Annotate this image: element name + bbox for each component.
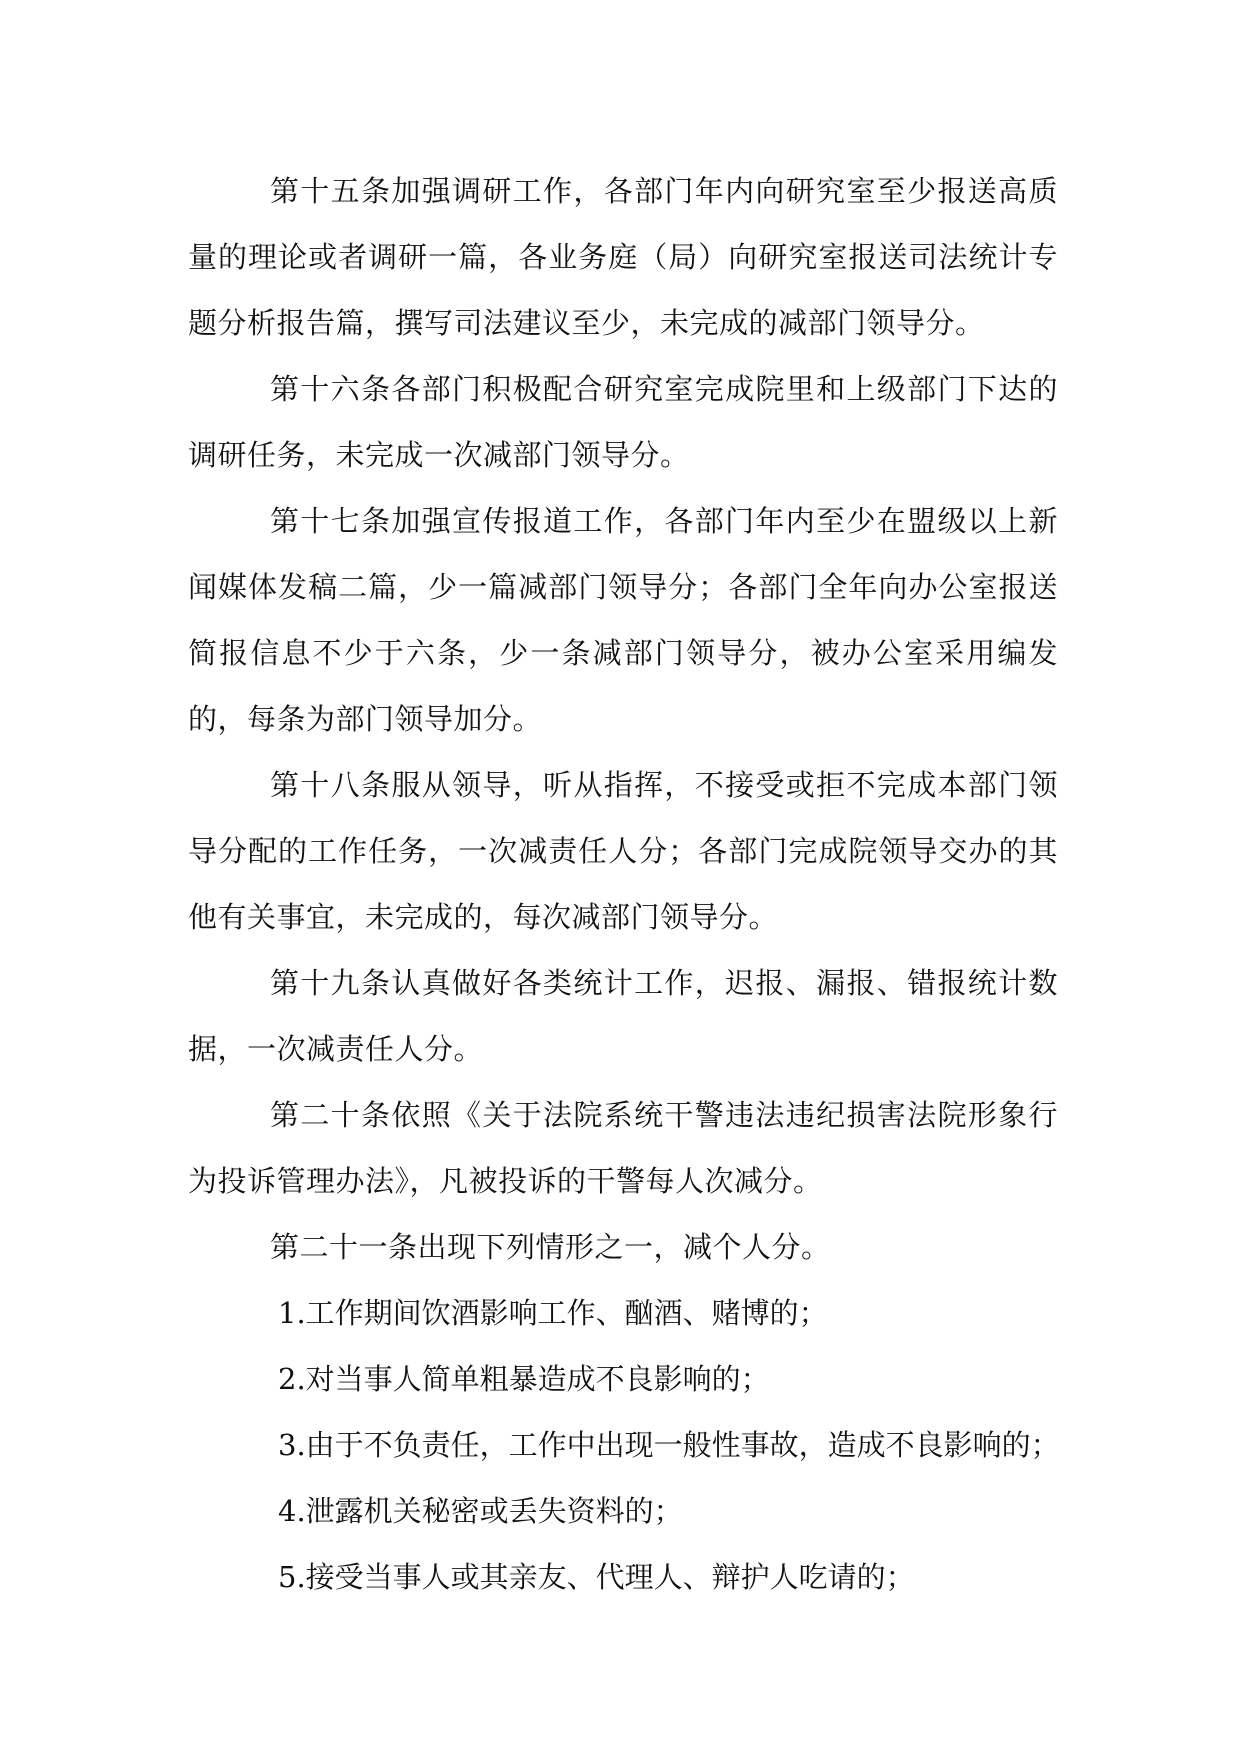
list-item-5: 5.接受当事人或其亲友、代理人、辩护人吃请的；	[278, 1560, 915, 1594]
article-19-paragraph: 第十九条认真做好各类统计工作，迟报、漏报、错报统计数据，一次减责任人分。	[188, 966, 1058, 1066]
article-15-paragraph: 第十五条加强调研工作，各部门年内向研究室至少报送高质量的理论或者调研一篇，各业务庭（局）向研究室报送司法统计专题分析报告篇，撰写司法建议至少，未完成的减部门领导分。	[188, 174, 1058, 340]
list-item-1: 1.工作期间饮酒影响工作、酗酒、赌博的；	[278, 1296, 828, 1330]
article-17-paragraph: 第十七条加强宣传报道工作，各部门年内至少在盟级以上新闻媒体发稿二篇，少一篇减部门领导分；各部门全年向办公室报送简报信息不少于六条，少一条减部门领导分，被办公室采用编发的，每条为部门领导加分。	[188, 504, 1058, 736]
article-18-paragraph: 第十八条服从领导，听从指挥，不接受或拒不完成本部门领导分配的工作任务，一次减责任人分；各部门完成院领导交办的其他有关事宜，未完成的，每次减部门领导分。	[188, 768, 1058, 934]
document-body	[188, 158, 1058, 1610]
list-item-3: 3.由于不负责任，工作中出现一般性事故，造成不良影响的；	[278, 1428, 1060, 1462]
list-item-4: 4.泄露机关秘密或丢失资料的；	[278, 1494, 683, 1528]
article-21-paragraph: 第二十一条出现下列情形之一，减个人分。	[270, 1230, 831, 1264]
list-item-2: 2.对当事人简单粗暴造成不良影响的；	[278, 1362, 770, 1396]
article-16-paragraph: 第十六条各部门积极配合研究室完成院里和上级部门下达的调研任务，未完成一次减部门领导分。	[188, 372, 1058, 472]
article-20-paragraph: 第二十条依照《关于法院系统干警违法违纪损害法院形象行为投诉管理办法》，凡被投诉的干警每人次减分。	[188, 1098, 1058, 1198]
